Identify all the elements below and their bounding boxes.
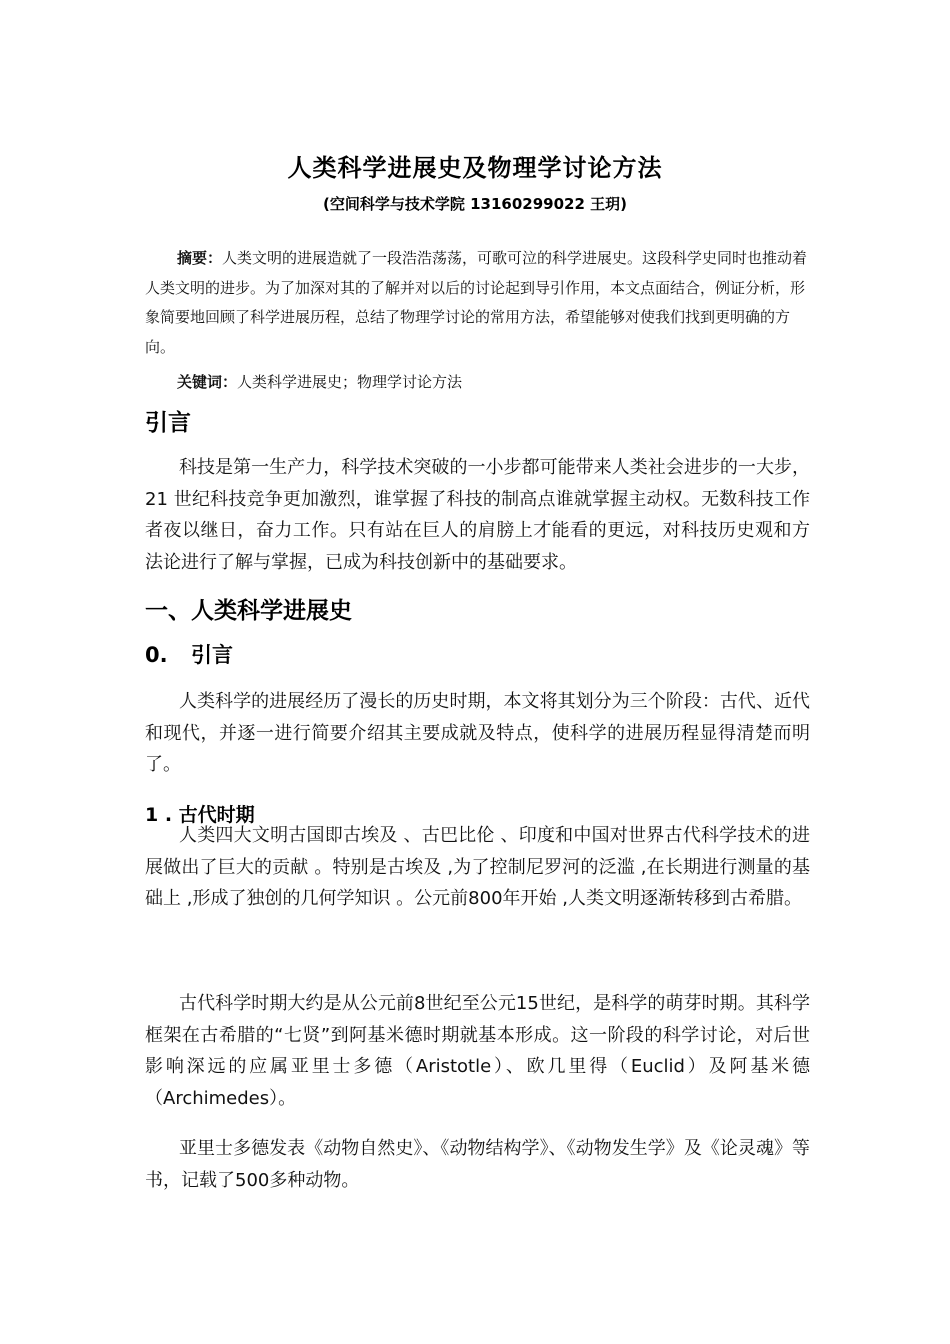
intro-paragraph: 科技是第一生产力，科学技术突破的一小步都可能带来人类社会进步的一大步，21 世纪科技竞争更加激烈，谁掌握了科技的制高点谁就掌握主动权。无数科技工作者夜以继日，奋力工作。只有站在巨人的肩膀上才能看的更远，对科技历史观和方法论进行了解与掌握，已成为科技创新中的基础要求。 <box>145 457 810 573</box>
subsection0-title: 引言 <box>191 643 233 667</box>
subsection0-heading <box>145 639 810 671</box>
subsection1-heading: 1 . 古代时期 <box>145 804 255 826</box>
ancient-paragraph-3: 亚里士多德发表《动物自然史》、《动物结构学》、《动物发生学》及《论灵魂》等书，记载了500多种动物。 <box>145 1138 810 1191</box>
intro-heading: 引言 <box>145 410 191 436</box>
keywords <box>145 368 810 396</box>
keywords-text: 人类科学进展史；物理学讨论方法 <box>237 373 463 391</box>
subsection0-number: 0. <box>145 643 168 667</box>
document-title: 人类科学进展史及物理学讨论方法 <box>287 154 663 182</box>
abstract-label: 摘要： <box>177 249 223 267</box>
abstract-text: 人类文明的进展造就了一段浩浩荡荡，可歌可泣的科学进展史。这段科学史同时也推动着人类文明的进步。为了加深对其的了解并对以后的讨论起到导引作用，本文点面结合，例证分析，形象简要地回顾了科学进展历程，总结了物理学讨论的常用方法，希望能够对使我们找到更明确的方向。 <box>145 249 808 356</box>
abstract <box>145 244 810 362</box>
ancient-paragraph-1: 人类四大文明古国即古埃及 、古巴比伦 、印度和中国对世界古代科学技术的进展做出了巨大的贡献 。特别是古埃及 ,为了控制尼罗河的泛滥 ,在长期进行测量的基础上 ,形成了独创的几何学知识 。公元前800年开始 ,人类文明逐渐转移到古希腊。 <box>145 825 810 909</box>
keywords-label: 关键词： <box>177 373 238 391</box>
subsection0-paragraph: 人类科学的进展经历了漫长的历史时期，本文将其划分为三个阶段：古代、近代和现代，并逐一进行简要介绍其主要成就及特点，使科学的进展历程显得清楚而明了。 <box>145 691 810 775</box>
ancient-paragraph-2: 古代科学时期大约是从公元前8世纪至公元15世纪，是科学的萌芽时期。其科学框架在古希腊的“七贤”到阿基米德时期就基本形成。这一阶段的科学讨论，对后世影响深远的应属亚里士多德（Aristotle）、欧几里得（Euclid）及阿基米德（Archimedes）。 <box>145 993 810 1109</box>
author-line: (空间科学与技术学院 13160299022 王玥) <box>323 195 627 213</box>
section1-heading: 一、人类科学进展史 <box>145 598 352 624</box>
